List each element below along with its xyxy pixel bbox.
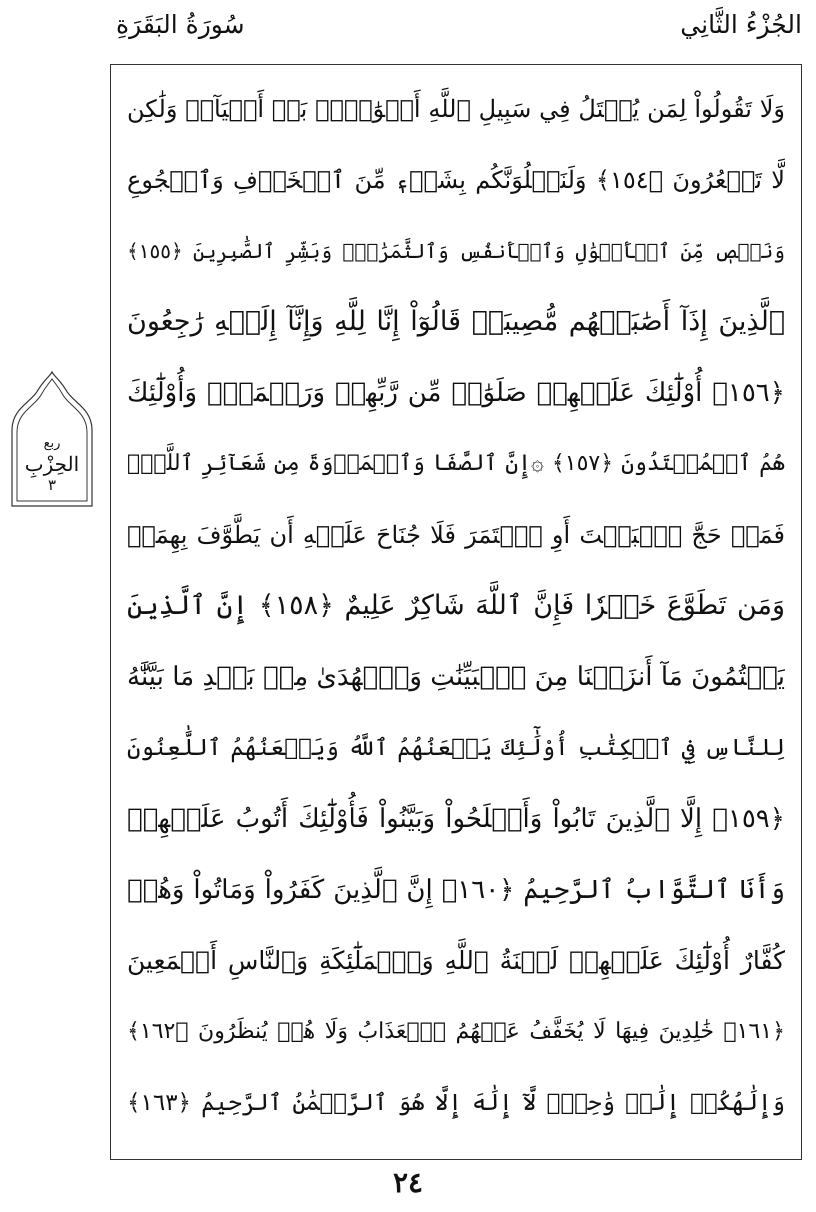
verse-line-6: هُمُ ٱلۡمُهۡتَدُونَ ﴿١٥٧﴾ ۞إِنَّ ٱلصَّفَا وَٱلۡمَرۡوَةَ مِن شَعَآئِرِ ٱللَّهِۖ — [127, 451, 785, 476]
verse-line-1: وَلَا تَقُولُواْ لِمَن يُقۡتَلُ فِي سَبِيلِ ٱللَّهِ أَمۡوَٰتُۢۚ بَلۡ أَحۡيَآءٞ وَلَٰكِن — [127, 95, 785, 123]
hizb-label: الحِزْبِ — [24, 452, 80, 476]
verse-line-11: ﴿١٥٩﴾ إِلَّا ٱلَّذِينَ تَابُواْ وَأَصۡلَحُواْ وَبَيَّنُواْ فَأُوْلَٰٓئِكَ أَتُوبُ عَلَيۡهِمۡ — [127, 804, 785, 834]
juz-title: الجُزْءُ الثَّانِي — [680, 10, 802, 39]
verse-line-5: ﴿١٥٦﴾ أُوْلَٰٓئِكَ عَلَيۡهِمۡ صَلَوَٰتٞ مِّن رَّبِّهِمۡ وَرَحۡمَةٞۖ وَأُوْلَٰٓئِكَ — [127, 378, 785, 408]
verse-line-14: ﴿١٦١﴾ خَٰلِدِينَ فِيهَا لَا يُخَفَّفُ عَنۡهُمُ ٱلۡعَذَابُ وَلَا هُمۡ يُنظَرُونَ ﴿١٦٢﴾ — [127, 1019, 785, 1044]
hizb-marker — [10, 370, 94, 508]
verse-line-7: فَمَنۡ حَجَّ ٱلۡبَيۡتَ أَوِ ٱعۡتَمَرَ فَلَا جُنَاحَ عَلَيۡهِ أَن يَطَّوَّفَ بِهِمَاۚ — [127, 521, 785, 549]
page-number: ٢٤ — [392, 1166, 424, 1199]
verse-lines — [127, 77, 785, 1151]
verse-line-12: وَأَنَا ٱلتَّوَّابُ ٱلرَّحِيمُ ﴿١٦٠﴾ إِنَّ ٱلَّذِينَ كَفَرُواْ وَمَاتُواْ وَهُمۡ — [127, 875, 785, 905]
surah-title: سُورَةُ البَقَرَةِ — [116, 10, 245, 39]
verse-line-3: وَنَقۡصٖ مِّنَ ٱلۡأَمۡوَٰلِ وَٱلۡأَنفُسِ وَٱلثَّمَرَٰتِۗ وَبَشِّرِ ٱلصَّٰبِرِينَ ﴿١٥٥﴾ — [127, 239, 785, 263]
verse-line-4: ٱلَّذِينَ إِذَآ أَصَٰبَتۡهُم مُّصِيبَةٞ قَالُوٓاْ إِنَّا لِلَّهِ وَإِنَّآ إِلَيۡهِ رَٰجِعُونَ — [127, 306, 785, 337]
verse-line-13: كُفَّارٌ أُوْلَٰٓئِكَ عَلَيۡهِمۡ لَعۡنَةُ ٱللَّهِ وَٱلۡمَلَٰٓئِكَةِ وَٱلنَّاسِ أَجۡمَعِينَ — [127, 946, 785, 975]
verse-line-8: وَمَن تَطَوَّعَ خَيۡرٗا فَإِنَّ ٱللَّهَ شَاكِرٌ عَلِيمٌ ﴿١٥٨﴾ إِنَّ ٱلَّذِينَ — [127, 590, 785, 621]
page-frame — [110, 64, 802, 1160]
verse-line-2: لَّا تَشۡعُرُونَ ﴿١٥٤﴾ وَلَنَبۡلُوَنَّكُم بِشَيۡءٖ مِّنَ ٱلۡخَوۡفِ وَٱلۡجُوعِ — [127, 166, 785, 194]
verse-line-10: لِلنَّاسِ فِي ٱلۡكِتَٰبِ أُوْلَٰٓئِكَ يَلۡعَنُهُمُ ٱللَّهُ وَيَلۡعَنُهُمُ ٱللَّٰعِنُونَ — [127, 735, 785, 761]
hizb-quarter-label: ربع — [43, 436, 61, 451]
verse-line-9: يَكۡتُمُونَ مَآ أَنزَلۡنَا مِنَ ٱلۡبَيِّنَٰتِ وَٱلۡهُدَىٰ مِنۢ بَعۡدِ مَا بَيَّنَّٰهُ — [127, 662, 785, 692]
hizb-number: ٣ — [47, 476, 57, 494]
verse-line-15: وَإِلَٰهُكُمۡ إِلَٰهٞ وَٰحِدٞۖ لَّآ إِلَٰهَ إِلَّا هُوَ ٱلرَّحۡمَٰنُ ٱلرَّحِيمُ ﴿١٦٣﴾ — [127, 1090, 785, 1116]
